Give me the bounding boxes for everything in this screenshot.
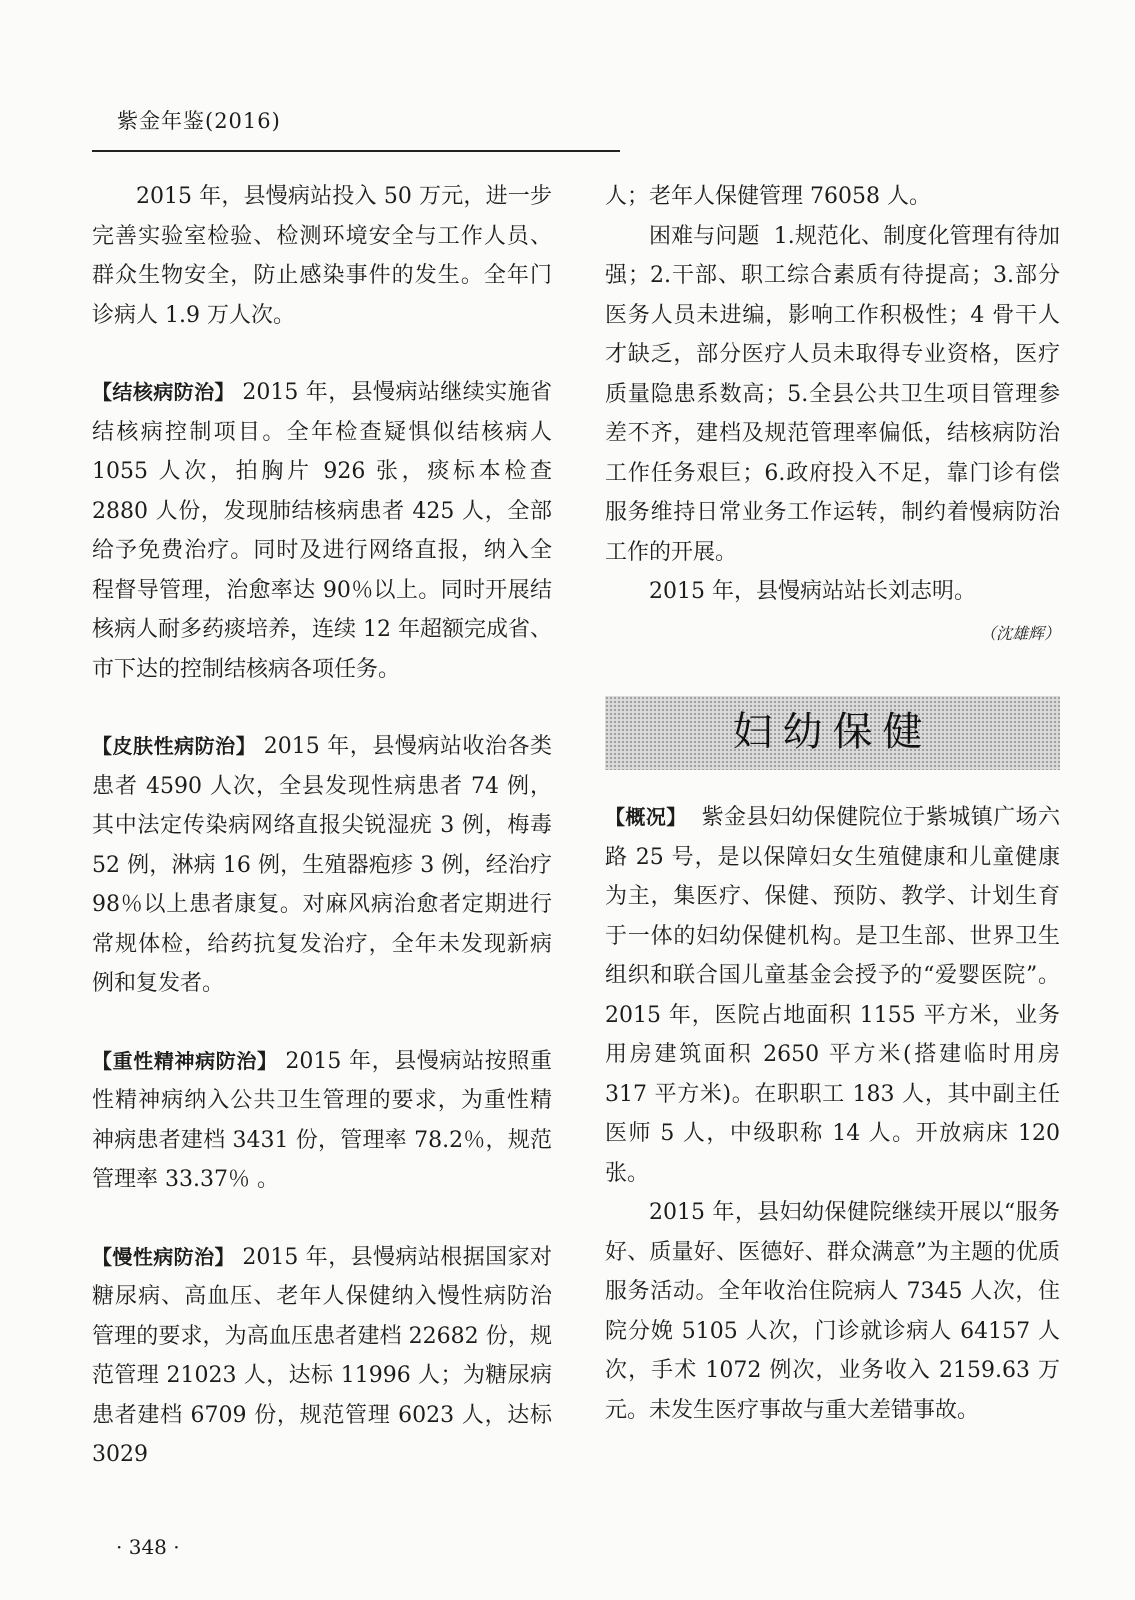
- activities-paragraph: 2015 年，县妇幼保健院继续开展以“服务好、质量好、医德好、群众满意”为主题的优质服务活动。全年收治住院病人 7345 人次，住院分娩 5105 人次，门诊就诊病人 64157 人次，手术 1072 例次，业务收入 2159.63 万元。未发生医疗事故与重大差错事故。: [605, 1200, 1060, 1423]
- section-heading: 【结核病防治】: [92, 380, 235, 404]
- section-banner: [605, 696, 1060, 770]
- section-heading: 【慢性病防治】: [92, 1244, 235, 1269]
- problems-paragraph: [605, 217, 1060, 573]
- section-mental-illness: [92, 1042, 552, 1200]
- continuation-text: 人；老年人保健管理 76058 人。: [605, 184, 931, 209]
- right-column: [605, 177, 1060, 1430]
- header-rule: [92, 150, 620, 152]
- section-body: 2015 年，县慢病站按照重性精神病纳入公共卫生管理的要求，为重性精神病患者建档 3431 份，管理率 78.2％，规范管理率 33.37％ 。: [92, 1048, 553, 1192]
- director-line: 2015 年，县慢病站站长刘志明。: [649, 579, 976, 604]
- section-skin-std: [92, 727, 552, 1004]
- overview-paragraph: [605, 798, 1060, 1193]
- running-title: 紫金年鉴(2016): [117, 109, 281, 133]
- section-heading: 【皮肤性病防治】: [92, 734, 257, 758]
- section-tuberculosis: [92, 373, 552, 689]
- banner-title: 妇幼保健: [732, 709, 933, 756]
- section-body: 2015 年，县慢病站继续实施省结核病控制项目。全年检查疑惧似结核病人 1055 人次，拍胸片 926 张，痰标本检查 2880 人份，发现肺结核病患者 425 人，全部给予免费治疗。同时及进行网络直报，纳入全程督导管理，治愈率达 90％以上。同时开展结核病人耐多药痰培养，连续 12 年超额完成省、市下达的控制结核病各项任务。: [92, 380, 552, 682]
- section-heading: 【重性精神病防治】: [92, 1048, 278, 1073]
- overview-body: 紫金县妇幼保健院位于紫城镇广场六路 25 号，是以保障妇女生殖健康和儿童健康为主，集医疗、保健、预防、教学、计划生育于一体的妇幼保健机构。是卫生部、世界卫生组织和联合国儿童基金会授予的“爱婴医院”。2015 年，医院占地面积 1155 平方米，业务用房建筑面积 2650 平方米(搭建临时用房 317 平方米)。在职职工 183 人，其中副主任医师 5 人，中级职称 14 人。开放病床 120 张。: [605, 805, 1060, 1186]
- left-column: [92, 177, 552, 1475]
- overview-heading: 【概况】: [605, 805, 687, 829]
- problems-body: 1.规范化、制度化管理有待加强；2.干部、职工综合素质有待提高；3.部分医务人员未进编，影响工作积极性；4 骨干人才缺乏，部分医疗人员未取得专业资格，医疗质量隐患系数高；5.全县公共卫生项目管理参差不齐，建档及规范管理率偏低，结核病防治工作任务艰巨；6.政府投入不足，靠门诊有偿服务维持日常业务工作运转，制约着慢病防治工作的开展。: [605, 223, 1060, 565]
- section-body: 2015 年，县慢病站收治各类患者 4590 人次，全县发现性病患者 74 例，其中法定传染病网络直报尖锐湿疣 3 例，梅毒 52 例，淋病 16 例，生殖器疱疹 3 例，经治疗 98％以上患者康复。对麻风病治愈者定期进行常规体检，给药抗复发治疗，全年未发现新病例和复发者。: [92, 734, 553, 996]
- intro-paragraph: 2015 年，县慢病站投入 50 万元，进一步完善实验室检验、检测环境安全与工作人员、群众生物安全，防止感染事件的发生。全年门诊病人 1.9 万人次。: [92, 184, 552, 328]
- problems-label: 困难与问题: [649, 223, 760, 249]
- author-byline: （沈雄辉）: [979, 623, 1060, 643]
- section-body: 2015 年，县慢病站根据国家对糖尿病、高血压、老年人保健纳入慢性病防治管理的要求，为高血压患者建档 22682 份，规范管理 21023 人，达标 11996 人；为糖尿病患者建档 6709 份，规范管理 6023 人，达标 3029: [92, 1244, 552, 1467]
- page-number: · 348 ·: [116, 1535, 180, 1559]
- section-chronic-disease: [92, 1238, 552, 1475]
